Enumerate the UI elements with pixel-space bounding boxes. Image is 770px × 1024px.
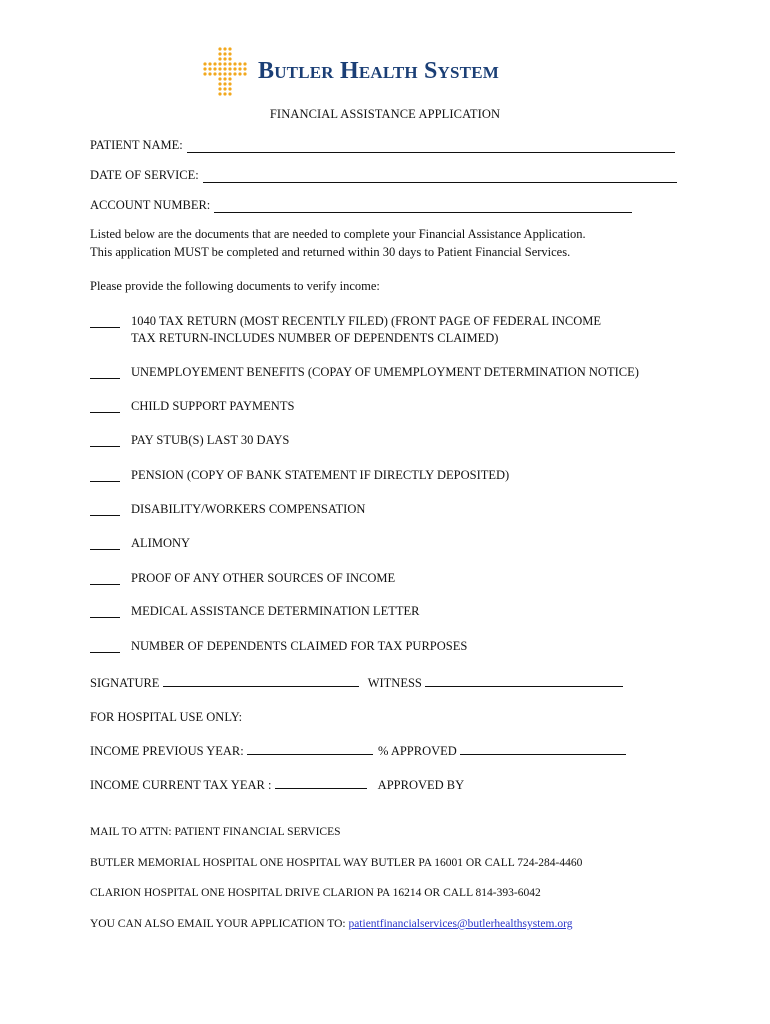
checklist-blank[interactable] xyxy=(90,504,120,516)
checklist-item[interactable] xyxy=(90,401,294,415)
logo-dot xyxy=(223,87,226,90)
checklist-item[interactable] xyxy=(90,538,190,552)
logo-dot xyxy=(218,52,221,55)
checklist-item-text-cont: TAX RETURN-INCLUDES NUMBER OF DEPENDENTS CLAIMED) xyxy=(131,331,499,345)
patient-name-blank[interactable] xyxy=(187,141,675,153)
logo-dot xyxy=(203,72,206,75)
hospital-use-heading: FOR HOSPITAL USE ONLY: xyxy=(90,710,243,724)
checklist-item[interactable] xyxy=(90,435,289,449)
logo-dot xyxy=(238,62,241,65)
logo-dot xyxy=(218,77,221,80)
checklist-item-text: MEDICAL ASSISTANCE DETERMINATION LETTER xyxy=(131,604,420,618)
butler-address: BUTLER MEMORIAL HOSPITAL ONE HOSPITAL WAY BUTLER PA 16001 OR CALL 724-284-4460 xyxy=(90,857,583,869)
logo-dot xyxy=(223,72,226,75)
logo-dot xyxy=(223,82,226,85)
logo-dot xyxy=(228,67,231,70)
checklist-item[interactable] xyxy=(90,504,365,518)
logo-dot xyxy=(223,92,226,95)
logo-dot xyxy=(223,77,226,80)
signature-label: SIGNATURE xyxy=(90,676,160,690)
email-row xyxy=(90,918,572,930)
account-number-label: ACCOUNT NUMBER: xyxy=(90,198,211,212)
logo-dot xyxy=(223,67,226,70)
intro-line-2: This application MUST be completed and returned within 30 days to Patient Financial Services. xyxy=(90,245,571,259)
logo-dot xyxy=(228,77,231,80)
account-number-field[interactable] xyxy=(90,198,632,213)
page-title: FINANCIAL ASSISTANCE APPLICATION xyxy=(269,107,501,121)
income-current-blank[interactable] xyxy=(275,777,367,789)
logo-dot xyxy=(233,62,236,65)
logo-dot xyxy=(218,62,221,65)
checklist-blank[interactable] xyxy=(90,606,120,618)
income-current-label: INCOME CURRENT TAX YEAR : xyxy=(90,778,272,792)
logo-dot xyxy=(218,87,221,90)
logo-text: Butler Health System xyxy=(258,57,500,84)
logo-dot xyxy=(213,72,216,75)
documents-prompt: Please provide the following documents to verify income: xyxy=(90,279,380,293)
logo-dot xyxy=(228,87,231,90)
income-previous-blank[interactable] xyxy=(247,743,373,755)
patient-name-field[interactable] xyxy=(90,138,675,153)
email-link[interactable]: patientfinancialservices@butlerhealthsystem.org xyxy=(348,918,573,930)
logo-dot xyxy=(213,67,216,70)
logo-dot xyxy=(228,57,231,60)
logo-dot xyxy=(228,72,231,75)
date-of-service-blank[interactable] xyxy=(203,171,677,183)
logo-dot xyxy=(208,72,211,75)
income-previous-label: INCOME PREVIOUS YEAR: xyxy=(90,744,244,758)
logo-dot xyxy=(213,62,216,65)
checklist-item-text: PROOF OF ANY OTHER SOURCES OF INCOME xyxy=(131,571,396,585)
checklist-item-text: PENSION (COPY OF BANK STATEMENT IF DIRECTLY DEPOSITED) xyxy=(131,468,510,482)
checklist-blank[interactable] xyxy=(90,401,120,413)
approved-by-label: APPROVED BY xyxy=(377,778,465,792)
witness-blank[interactable] xyxy=(425,675,623,687)
checklist-item[interactable] xyxy=(90,606,419,620)
witness-label: WITNESS xyxy=(367,676,422,690)
logo-dot xyxy=(228,52,231,55)
logo-dot xyxy=(208,67,211,70)
logo-dot xyxy=(223,52,226,55)
account-number-blank[interactable] xyxy=(214,201,632,213)
checklist-blank[interactable] xyxy=(90,316,120,328)
butler-health-system-logo xyxy=(202,46,499,96)
logo-dot xyxy=(238,72,241,75)
logo-dot xyxy=(233,67,236,70)
checklist-item[interactable] xyxy=(90,470,509,484)
intro-line-1: Listed below are the documents that are needed to complete your Financial Assistance Application. xyxy=(90,227,586,241)
logo-dot xyxy=(218,67,221,70)
signature-blank[interactable] xyxy=(163,675,359,687)
date-of-service-label: DATE OF SERVICE: xyxy=(90,168,199,182)
income-previous-row xyxy=(90,743,626,759)
mail-to-attn: MAIL TO ATTN: PATIENT FINANCIAL SERVICES xyxy=(90,826,341,838)
logo-dot xyxy=(218,82,221,85)
checklist-item-text: ALIMONY xyxy=(131,536,191,550)
checklist-item[interactable] xyxy=(90,316,601,347)
checklist-item[interactable] xyxy=(90,641,467,655)
logo-dot xyxy=(208,62,211,65)
logo-dot xyxy=(228,92,231,95)
logo-dot xyxy=(243,72,246,75)
logo-dot xyxy=(203,62,206,65)
checklist-item-text: 1040 TAX RETURN (MOST RECENTLY FILED) (FRONT PAGE OF FEDERAL INCOME xyxy=(131,314,601,328)
logo-dot xyxy=(223,47,226,50)
date-of-service-field[interactable] xyxy=(90,168,677,183)
checklist-item[interactable] xyxy=(90,573,395,587)
logo-dot xyxy=(223,57,226,60)
email-prefix: YOU CAN ALSO EMAIL YOUR APPLICATION TO: xyxy=(90,918,346,930)
logo-dot xyxy=(218,57,221,60)
logo-dot xyxy=(218,72,221,75)
logo-dot xyxy=(228,82,231,85)
checklist-item-text: DISABILITY/WORKERS COMPENSATION xyxy=(131,502,366,516)
logo-dot xyxy=(228,47,231,50)
logo-dot xyxy=(243,62,246,65)
logo-dot xyxy=(203,67,206,70)
plus-cross-dots-icon xyxy=(202,46,248,96)
income-current-row xyxy=(90,777,464,793)
checklist-item[interactable] xyxy=(90,367,639,381)
checklist-item-text: CHILD SUPPORT PAYMENTS xyxy=(131,399,295,413)
checklist-item-text: UNEMPLOYEMENT BENEFITS (COPAY OF UMEMPLOYMENT DETERMINATION NOTICE) xyxy=(131,365,639,379)
logo-dot xyxy=(243,67,246,70)
logo-dot xyxy=(218,47,221,50)
percent-approved-label: % APPROVED xyxy=(377,744,457,758)
logo-dot xyxy=(238,67,241,70)
checklist-blank[interactable] xyxy=(90,435,120,447)
checklist-item-text: PAY STUB(S) LAST 30 DAYS xyxy=(131,433,290,447)
logo-dot xyxy=(233,72,236,75)
checklist-blank[interactable] xyxy=(90,641,120,653)
clarion-address: CLARION HOSPITAL ONE HOSPITAL DRIVE CLARION PA 16214 OR CALL 814-393-6042 xyxy=(90,887,541,899)
checklist-item-text: NUMBER OF DEPENDENTS CLAIMED FOR TAX PURPOSES xyxy=(131,639,468,653)
logo-dot xyxy=(228,62,231,65)
percent-approved-blank[interactable] xyxy=(460,743,626,755)
logo-dot xyxy=(218,92,221,95)
signature-row xyxy=(90,675,623,691)
checklist-blank[interactable] xyxy=(90,538,120,550)
checklist-blank[interactable] xyxy=(90,367,120,379)
logo-dot xyxy=(223,62,226,65)
patient-name-label: PATIENT NAME: xyxy=(90,138,183,152)
checklist-blank[interactable] xyxy=(90,573,120,585)
checklist-blank[interactable] xyxy=(90,470,120,482)
